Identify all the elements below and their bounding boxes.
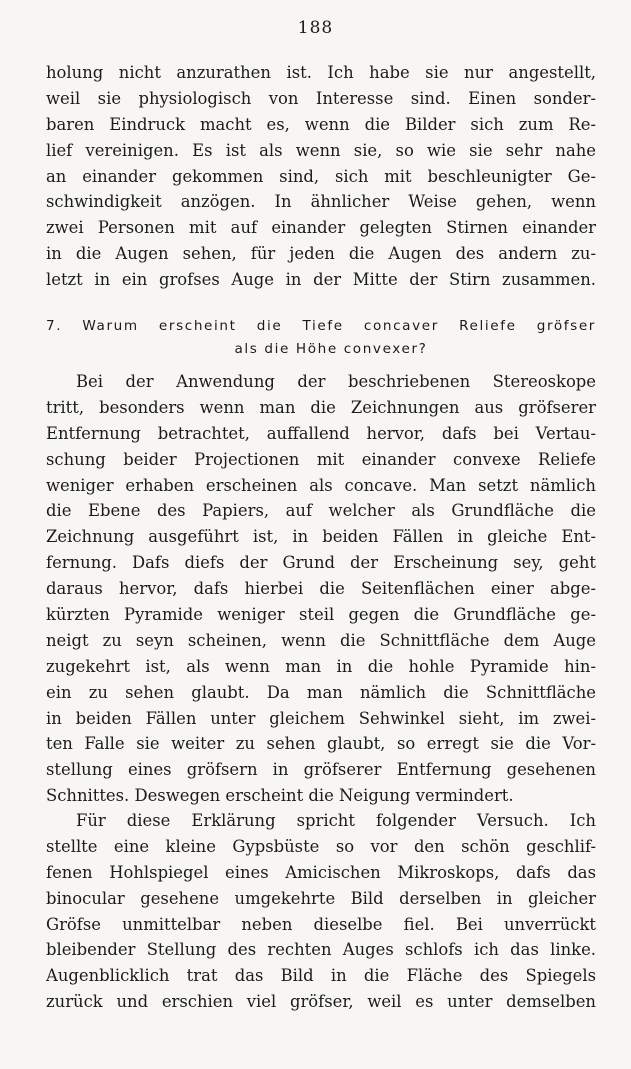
text-line: letzt in ein grofses Auge in der Mitte der Stirn zusammen. xyxy=(46,270,596,290)
text-line: lief vereinigen. Es ist als wenn sie, so wie sie sehr nahe xyxy=(46,140,596,160)
text-line: fenen Hohlspiegel eines Amicischen Mikroskops, dafs das xyxy=(46,862,596,882)
paragraph xyxy=(46,808,596,1015)
text-line: Bei der Anwendung der beschriebenen Stereoskope xyxy=(76,372,596,391)
page-number: 188 xyxy=(297,18,334,38)
paragraph-continued xyxy=(46,60,596,293)
text-line: zugekehrt ist, als wenn man in die hohle Pyramide hin- xyxy=(46,656,596,676)
text-line: baren Eindruck macht es, wenn die Bilder sich zum Re- xyxy=(46,114,596,134)
text-line: Zeichnung ausgeführt ist, in beiden Fällen in gleiche Ent- xyxy=(46,527,596,547)
text-line: tritt, besonders wenn man die Zeichnungen aus gröfserer xyxy=(46,397,596,417)
text-line: bleibender Stellung des rechten Auges schlofs ich das linke. xyxy=(46,940,596,960)
section-heading xyxy=(46,315,596,361)
text-line: Gröfse unmittelbar neben dieselbe fiel. Bei unverrückt xyxy=(46,914,596,934)
text-line: schwindigkeit anzögen. In ähnlicher Weise gehen, wenn xyxy=(46,192,596,212)
text-line: weniger erhaben erscheinen als concave. Man setzt nämlich xyxy=(46,475,596,495)
text-line: daraus hervor, dafs hierbei die Seitenflächen einer abge- xyxy=(46,579,596,599)
text-line: Augenblicklich trat das Bild in die Fläche des Spiegels xyxy=(46,966,596,986)
text-line: in die Augen sehen, für jeden die Augen des andern zu- xyxy=(46,244,596,264)
text-line: Schnittes. Deswegen erscheint die Neigung vermindert. xyxy=(46,786,514,806)
text-line: fernung. Dafs diefs der Grund der Erscheinung sey, geht xyxy=(46,553,596,573)
text-line: in beiden Fällen unter gleichem Sehwinkel sieht, im zwei- xyxy=(46,708,596,728)
text-line: die Ebene des Papiers, auf welcher als Grundfläche die xyxy=(46,501,596,521)
text-line: weil sie physiologisch von Interesse sind. Einen sonder- xyxy=(46,88,596,108)
text-line: stellung eines gröfsern in gröfserer Entfernung gesehenen xyxy=(46,760,596,780)
text-line: ten Falle sie weiter zu sehen glaubt, so erregt sie die Vor- xyxy=(46,734,596,754)
text-line: ein zu sehen glaubt. Da man nämlich die Schnittfläche xyxy=(46,682,596,702)
text-line: schung beider Projectionen mit einander convexe Reliefe xyxy=(46,449,596,469)
text-line: kürzten Pyramide weniger steil gegen die Grundfläche ge- xyxy=(46,605,596,625)
heading-line: als die Höhe convexer? xyxy=(234,341,428,357)
text-line: binocular gesehene umgekehrte Bild derselben in gleicher xyxy=(46,888,596,908)
paragraph xyxy=(46,369,596,809)
text-line: stellte eine kleine Gypsbüste so vor den schön geschlif- xyxy=(46,836,596,856)
text-line: zwei Personen mit auf einander gelegten Stirnen einander xyxy=(46,218,596,238)
heading-line: 7. Warum erscheint die Tiefe concaver Reliefe gröfser xyxy=(46,318,596,334)
text-line: neigt zu seyn scheinen, wenn die Schnittfläche dem Auge xyxy=(46,630,596,650)
text-line: an einander gekommen sind, sich mit beschleunigter Ge- xyxy=(46,166,596,186)
text-line: Für diese Erklärung spricht folgender Versuch. Ich xyxy=(76,811,596,830)
text-line: holung nicht anzurathen ist. Ich habe sie nur angestellt, xyxy=(46,63,596,82)
text-line: Entfernung betrachtet, auffallend hervor, dafs bei Vertau- xyxy=(46,423,596,443)
text-line: zurück und erschien viel gröfser, weil es unter demselben xyxy=(46,992,596,1012)
